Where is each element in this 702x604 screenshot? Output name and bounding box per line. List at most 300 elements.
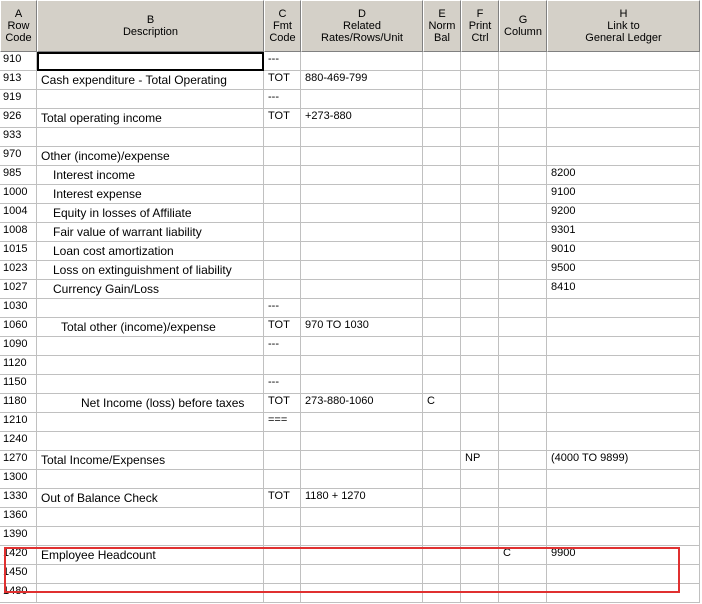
- cell-d[interactable]: [301, 204, 423, 223]
- cell-b[interactable]: [37, 375, 264, 394]
- cell-b[interactable]: [37, 432, 264, 451]
- cell-a[interactable]: [0, 128, 37, 147]
- column-header-c[interactable]: [264, 0, 301, 52]
- cell-text: ---: [268, 53, 279, 65]
- cell-d[interactable]: [301, 432, 423, 451]
- column-header-line: Print: [468, 20, 492, 32]
- cell-d[interactable]: [301, 394, 423, 413]
- cell-h[interactable]: [547, 394, 700, 413]
- cell-e[interactable]: [423, 394, 461, 413]
- cell-g[interactable]: [499, 90, 547, 109]
- column-header-h[interactable]: [547, 0, 700, 52]
- table-row: [0, 242, 702, 261]
- cell-g[interactable]: [499, 432, 547, 451]
- cell-f[interactable]: [461, 375, 499, 394]
- cell-text: Out of Balance Check: [41, 491, 158, 505]
- cell-e[interactable]: [423, 546, 461, 565]
- cell-f[interactable]: [461, 413, 499, 432]
- cell-f[interactable]: [461, 299, 499, 318]
- cell-text: 970: [3, 148, 22, 160]
- cell-text: Fair value of warrant liability: [53, 225, 202, 239]
- cell-c[interactable]: [264, 52, 301, 71]
- cell-d[interactable]: [301, 318, 423, 337]
- cell-text: TOT: [268, 110, 290, 122]
- cell-c[interactable]: [264, 299, 301, 318]
- cell-d[interactable]: [301, 185, 423, 204]
- cell-e[interactable]: [423, 489, 461, 508]
- table-row: [0, 413, 702, 432]
- cell-e[interactable]: [423, 565, 461, 584]
- cell-g[interactable]: [499, 128, 547, 147]
- cell-b[interactable]: [37, 261, 264, 280]
- cell-text: Equity in losses of Affiliate: [53, 206, 192, 220]
- table-row: [0, 356, 702, 375]
- cell-c[interactable]: [264, 451, 301, 470]
- cell-g[interactable]: [499, 394, 547, 413]
- cell-a[interactable]: [0, 242, 37, 261]
- cell-h[interactable]: [547, 584, 700, 603]
- table-row: [0, 299, 702, 318]
- cell-d[interactable]: [301, 356, 423, 375]
- cell-f[interactable]: [461, 527, 499, 546]
- cell-f[interactable]: [461, 546, 499, 565]
- cell-c[interactable]: [264, 394, 301, 413]
- cell-b[interactable]: [37, 356, 264, 375]
- cell-f[interactable]: [461, 128, 499, 147]
- cell-f[interactable]: [461, 489, 499, 508]
- cell-b[interactable]: [37, 470, 264, 489]
- cell-e[interactable]: [423, 318, 461, 337]
- cell-text: 1180 + 1270: [305, 490, 366, 502]
- cell-f[interactable]: [461, 356, 499, 375]
- column-header-g[interactable]: [499, 0, 547, 52]
- cell-a[interactable]: [0, 109, 37, 128]
- cell-a[interactable]: [0, 71, 37, 90]
- cell-h[interactable]: [547, 508, 700, 527]
- cell-e[interactable]: [423, 299, 461, 318]
- cell-b[interactable]: [37, 109, 264, 128]
- cell-e[interactable]: [423, 52, 461, 71]
- cell-text: ---: [268, 91, 279, 103]
- table-row: [0, 546, 702, 565]
- cell-f[interactable]: [461, 584, 499, 603]
- cell-g[interactable]: [499, 299, 547, 318]
- cell-text: 1300: [3, 471, 28, 483]
- cell-c[interactable]: [264, 166, 301, 185]
- cell-d[interactable]: [301, 299, 423, 318]
- cell-a[interactable]: [0, 356, 37, 375]
- cell-g[interactable]: [499, 223, 547, 242]
- cell-h[interactable]: [547, 413, 700, 432]
- cell-f[interactable]: [461, 508, 499, 527]
- table-row: [0, 318, 702, 337]
- cell-a[interactable]: [0, 90, 37, 109]
- cell-text: 1060: [3, 319, 28, 331]
- cell-c[interactable]: [264, 337, 301, 356]
- cell-g[interactable]: [499, 52, 547, 71]
- cell-c[interactable]: [264, 223, 301, 242]
- cell-d[interactable]: [301, 128, 423, 147]
- column-header-line: Row: [7, 20, 30, 32]
- cell-f[interactable]: [461, 470, 499, 489]
- cell-h[interactable]: [547, 451, 700, 470]
- cell-c[interactable]: [264, 280, 301, 299]
- cell-h[interactable]: [547, 470, 700, 489]
- cell-a[interactable]: [0, 261, 37, 280]
- cell-d[interactable]: [301, 546, 423, 565]
- cell-text: 1150: [3, 376, 27, 388]
- cell-d[interactable]: [301, 565, 423, 584]
- cell-text: 1000: [3, 186, 28, 198]
- column-header-b[interactable]: [37, 0, 264, 52]
- cell-text: 880-469-799: [305, 72, 368, 84]
- column-header-line: E: [438, 8, 446, 20]
- cell-g[interactable]: [499, 527, 547, 546]
- cell-f[interactable]: [461, 432, 499, 451]
- cell-text: 970 TO 1030: [305, 319, 369, 331]
- cell-b[interactable]: [37, 147, 264, 166]
- cell-a[interactable]: [0, 147, 37, 166]
- cell-e[interactable]: [423, 470, 461, 489]
- cell-h[interactable]: [547, 318, 700, 337]
- cell-a[interactable]: [0, 470, 37, 489]
- cell-c[interactable]: [264, 527, 301, 546]
- cell-d[interactable]: [301, 375, 423, 394]
- cell-d[interactable]: [301, 90, 423, 109]
- cell-c[interactable]: [264, 204, 301, 223]
- cell-d[interactable]: [301, 166, 423, 185]
- cell-g[interactable]: [499, 546, 547, 565]
- table-row: [0, 375, 702, 394]
- cell-h[interactable]: [547, 52, 700, 71]
- cell-b[interactable]: [37, 166, 264, 185]
- cell-c[interactable]: [264, 318, 301, 337]
- cell-f[interactable]: [461, 166, 499, 185]
- table-row: [0, 527, 702, 546]
- cell-text: Total Income/Expenses: [41, 453, 166, 467]
- cell-g[interactable]: [499, 489, 547, 508]
- cell-g[interactable]: [499, 242, 547, 261]
- column-header-line: Ctrl: [471, 32, 489, 44]
- cell-g[interactable]: [499, 565, 547, 584]
- cell-d[interactable]: [301, 261, 423, 280]
- cell-h[interactable]: [547, 128, 700, 147]
- cell-h[interactable]: [547, 280, 700, 299]
- cell-text: ===: [268, 414, 288, 426]
- cell-b[interactable]: [37, 128, 264, 147]
- table-row: [0, 204, 702, 223]
- cell-d[interactable]: [301, 584, 423, 603]
- cell-c[interactable]: [264, 90, 301, 109]
- cell-c[interactable]: [264, 565, 301, 584]
- cell-a[interactable]: [0, 280, 37, 299]
- cell-e[interactable]: [423, 413, 461, 432]
- cell-b[interactable]: [37, 508, 264, 527]
- cell-a[interactable]: [0, 52, 37, 71]
- cell-b[interactable]: [37, 546, 264, 565]
- cell-c[interactable]: [264, 147, 301, 166]
- cell-c[interactable]: [264, 109, 301, 128]
- table-row: [0, 185, 702, 204]
- cell-b[interactable]: [37, 565, 264, 584]
- cell-e[interactable]: [423, 337, 461, 356]
- cell-b[interactable]: [37, 90, 264, 109]
- cell-b[interactable]: [37, 280, 264, 299]
- cell-h[interactable]: [547, 527, 700, 546]
- cell-e[interactable]: [423, 375, 461, 394]
- cell-f[interactable]: [461, 318, 499, 337]
- cell-b[interactable]: [37, 318, 264, 337]
- cell-text: 1180: [3, 395, 27, 407]
- cell-e[interactable]: [423, 242, 461, 261]
- cell-text: 1360: [3, 509, 28, 521]
- cell-text: 1023: [3, 262, 28, 274]
- cell-h[interactable]: [547, 356, 700, 375]
- cell-e[interactable]: [423, 109, 461, 128]
- cell-b[interactable]: [37, 242, 264, 261]
- cell-text: 1210: [3, 414, 28, 426]
- cell-h[interactable]: [547, 242, 700, 261]
- cell-d[interactable]: [301, 109, 423, 128]
- cell-c[interactable]: [264, 546, 301, 565]
- cell-f[interactable]: [461, 204, 499, 223]
- cell-d[interactable]: [301, 527, 423, 546]
- cell-a[interactable]: [0, 204, 37, 223]
- cell-d[interactable]: [301, 508, 423, 527]
- cell-text: Total operating income: [41, 111, 162, 125]
- cell-text: 1030: [3, 300, 28, 312]
- cell-c[interactable]: [264, 432, 301, 451]
- cell-h[interactable]: [547, 432, 700, 451]
- table-row: [0, 489, 702, 508]
- column-header-line: D: [358, 8, 366, 20]
- table-row: [0, 223, 702, 242]
- cell-h[interactable]: [547, 565, 700, 584]
- cell-g[interactable]: [499, 318, 547, 337]
- cell-a[interactable]: [0, 318, 37, 337]
- table-row: [0, 394, 702, 413]
- cell-text: Interest income: [53, 168, 136, 182]
- cell-text: TOT: [268, 490, 290, 502]
- cell-e[interactable]: [423, 71, 461, 90]
- cell-g[interactable]: [499, 413, 547, 432]
- cell-c[interactable]: [264, 413, 301, 432]
- cell-f[interactable]: [461, 52, 499, 71]
- cell-d[interactable]: [301, 337, 423, 356]
- cell-b[interactable]: [37, 413, 264, 432]
- cell-d[interactable]: [301, 451, 423, 470]
- cell-h[interactable]: [547, 223, 700, 242]
- cell-a[interactable]: [0, 451, 37, 470]
- cell-h[interactable]: [547, 337, 700, 356]
- cell-b[interactable]: [37, 71, 264, 90]
- cell-h[interactable]: [547, 166, 700, 185]
- cell-g[interactable]: [499, 508, 547, 527]
- cell-g[interactable]: [499, 147, 547, 166]
- cell-g[interactable]: [499, 109, 547, 128]
- cell-f[interactable]: [461, 565, 499, 584]
- cell-a[interactable]: [0, 489, 37, 508]
- cell-g[interactable]: [499, 280, 547, 299]
- cell-d[interactable]: [301, 470, 423, 489]
- cell-e[interactable]: [423, 584, 461, 603]
- cell-text: ---: [268, 338, 279, 350]
- cell-f[interactable]: [461, 109, 499, 128]
- cell-h[interactable]: [547, 71, 700, 90]
- cell-f[interactable]: [461, 90, 499, 109]
- table-row: [0, 166, 702, 185]
- column-header-f[interactable]: [461, 0, 499, 52]
- column-header-line: Rates/Rows/Unit: [321, 32, 403, 44]
- cell-d[interactable]: [301, 280, 423, 299]
- cell-b[interactable]: [37, 337, 264, 356]
- cell-f[interactable]: [461, 242, 499, 261]
- cell-c[interactable]: [264, 375, 301, 394]
- cell-c[interactable]: [264, 356, 301, 375]
- cell-c[interactable]: [264, 185, 301, 204]
- cell-e[interactable]: [423, 185, 461, 204]
- cell-g[interactable]: [499, 337, 547, 356]
- cell-d[interactable]: [301, 147, 423, 166]
- cell-f[interactable]: [461, 280, 499, 299]
- cell-b[interactable]: [37, 223, 264, 242]
- cell-a[interactable]: [0, 508, 37, 527]
- cell-a[interactable]: [0, 432, 37, 451]
- cell-b[interactable]: [37, 489, 264, 508]
- cell-h[interactable]: [547, 261, 700, 280]
- cell-c[interactable]: [264, 242, 301, 261]
- cell-e[interactable]: [423, 508, 461, 527]
- cell-text: TOT: [268, 319, 290, 331]
- cell-a[interactable]: [0, 565, 37, 584]
- cell-h[interactable]: [547, 185, 700, 204]
- cell-h[interactable]: [547, 546, 700, 565]
- cell-g[interactable]: [499, 356, 547, 375]
- cell-d[interactable]: [301, 413, 423, 432]
- cell-d[interactable]: [301, 489, 423, 508]
- cell-g[interactable]: [499, 375, 547, 394]
- cell-h[interactable]: [547, 375, 700, 394]
- cell-text: TOT: [268, 72, 290, 84]
- cell-text: Net Income (loss) before taxes: [81, 396, 245, 410]
- column-header-a[interactable]: [0, 0, 37, 52]
- column-header-e[interactable]: [423, 0, 461, 52]
- cell-a[interactable]: [0, 337, 37, 356]
- cell-text: 1420: [3, 547, 28, 559]
- cell-text: 8410: [551, 281, 576, 293]
- cell-g[interactable]: [499, 470, 547, 489]
- cell-text: Employee Headcount: [41, 548, 156, 562]
- cell-g[interactable]: [499, 166, 547, 185]
- cell-d[interactable]: [301, 52, 423, 71]
- cell-e[interactable]: [423, 128, 461, 147]
- cell-b[interactable]: [37, 299, 264, 318]
- cell-text: 9200: [551, 205, 576, 217]
- cell-a[interactable]: [0, 394, 37, 413]
- cell-c[interactable]: [264, 71, 301, 90]
- cell-e[interactable]: [423, 147, 461, 166]
- cell-h[interactable]: [547, 147, 700, 166]
- cell-text: 1330: [3, 490, 28, 502]
- column-header-d[interactable]: [301, 0, 423, 52]
- cell-e[interactable]: [423, 90, 461, 109]
- cell-g[interactable]: [499, 584, 547, 603]
- active-cell-selection[interactable]: [37, 52, 264, 71]
- cell-g[interactable]: [499, 71, 547, 90]
- cell-g[interactable]: [499, 261, 547, 280]
- cell-text: 1008: [3, 224, 28, 236]
- cell-f[interactable]: [461, 261, 499, 280]
- cell-d[interactable]: [301, 242, 423, 261]
- cell-a[interactable]: [0, 375, 37, 394]
- cell-d[interactable]: [301, 71, 423, 90]
- cell-h[interactable]: [547, 109, 700, 128]
- cell-c[interactable]: [264, 261, 301, 280]
- cell-f[interactable]: [461, 185, 499, 204]
- table-row: [0, 470, 702, 489]
- cell-f[interactable]: [461, 71, 499, 90]
- cell-e[interactable]: [423, 356, 461, 375]
- column-header-line: A: [14, 8, 23, 20]
- cell-b[interactable]: [37, 394, 264, 413]
- cell-c[interactable]: [264, 128, 301, 147]
- cell-g[interactable]: [499, 451, 547, 470]
- cell-e[interactable]: [423, 280, 461, 299]
- cell-d[interactable]: [301, 223, 423, 242]
- cell-h[interactable]: [547, 299, 700, 318]
- cell-f[interactable]: [461, 337, 499, 356]
- table-row: [0, 90, 702, 109]
- cell-text: Other (income)/expense: [41, 149, 170, 163]
- cell-text: 1240: [3, 433, 28, 445]
- cell-c[interactable]: [264, 584, 301, 603]
- cell-a[interactable]: [0, 223, 37, 242]
- cell-c[interactable]: [264, 508, 301, 527]
- cell-c[interactable]: [264, 470, 301, 489]
- cell-b[interactable]: [37, 204, 264, 223]
- cell-a[interactable]: [0, 584, 37, 603]
- cell-e[interactable]: [423, 204, 461, 223]
- cell-f[interactable]: [461, 394, 499, 413]
- cell-b[interactable]: [37, 185, 264, 204]
- cell-f[interactable]: [461, 451, 499, 470]
- cell-h[interactable]: [547, 90, 700, 109]
- cell-e[interactable]: [423, 432, 461, 451]
- cell-e[interactable]: [423, 527, 461, 546]
- cell-h[interactable]: [547, 489, 700, 508]
- cell-a[interactable]: [0, 546, 37, 565]
- cell-h[interactable]: [547, 204, 700, 223]
- cell-f[interactable]: [461, 223, 499, 242]
- cell-f[interactable]: [461, 147, 499, 166]
- cell-a[interactable]: [0, 527, 37, 546]
- cell-g[interactable]: [499, 185, 547, 204]
- cell-b[interactable]: [37, 584, 264, 603]
- cell-a[interactable]: [0, 413, 37, 432]
- cell-a[interactable]: [0, 166, 37, 185]
- cell-a[interactable]: [0, 185, 37, 204]
- cell-a[interactable]: [0, 299, 37, 318]
- cell-c[interactable]: [264, 489, 301, 508]
- cell-b[interactable]: [37, 451, 264, 470]
- cell-e[interactable]: [423, 261, 461, 280]
- cell-e[interactable]: [423, 166, 461, 185]
- cell-e[interactable]: [423, 223, 461, 242]
- cell-text: 9900: [551, 547, 576, 559]
- cell-g[interactable]: [499, 204, 547, 223]
- cell-b[interactable]: [37, 527, 264, 546]
- cell-e[interactable]: [423, 451, 461, 470]
